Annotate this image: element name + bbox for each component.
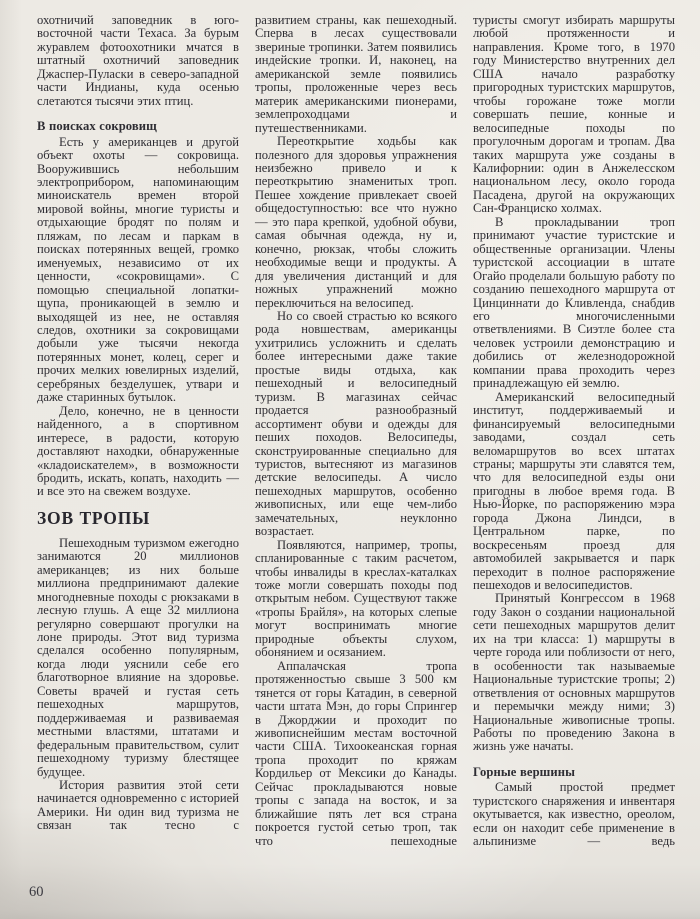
paragraph: развитием страны, как пешеходный. Сперва в лесах существовали звериные тропинки. Затем появились индейские тропки. И, наконец, на американской земле появились тропы, проложенные через весь материк американскими пионерами, землепроходцами и путешественниками.: [255, 13, 457, 135]
column-left: [37, 14, 239, 849]
paragraph: В прокладывании троп принимают участие туристские и общественные организации. Члены туристской ассоциации в штате Огайо проделали большую работу по созданию пешеходного маршрута от Цинциннати до Кливленда, снабдив его многочисленными ответвлениями. В Сиэтле более ста человек устроили демонстрацию и добились от железнодорожной компании права проходить через принадлежащую ей землю.: [473, 214, 675, 391]
paragraph: Есть у американцев и другой объект охоты — сокровища. Вооружившись небольшим электроприбором, напоминающим миноискатель времен второй мировой войны, многие туристы и отдыхающие бродят по полям и пляжам, по лесам и паркам в поисках потерянных вещей, громко именуемых, независимо от их ценности, «сокровищами». С помощью специальной лопатки-щупа, проникающей в землю и выходящей из нее, не оставляя следов, охотники за сокровищами добыли уже тысячи некогда потерянных монет, колец, серег и прочих мелких ювелирных изделий, серебряных безделушек, утвари и даже старинных бутылок.: [37, 134, 239, 405]
paragraph: Появляются, например, тропы, спланированные с таким расчетом, чтобы инвалиды в креслах-каталках тоже могли совершать походы под открытым небом. Существуют также «тропы Брайля», на которых слепые могут воспринимать многие природные объекты слухом, обонянием и осязанием.: [255, 537, 457, 660]
paragraph: охотничий заповедник в юго-восточной части Техаса. За бурым журавлем фотоохотники мчатся в штатный охотничий заповедник Джаспер-Пуласки в северо-западной части Индианы, куда осенью слетаются тысячи этих птиц.: [37, 13, 239, 108]
section-heading-mountain-peaks: Горные вершины: [473, 764, 576, 779]
paragraph: туристы смогут избирать маршруты любой протяженности и направления. Кроме того, в 1970 году Министерство внутренних дел США начало разработку пригородных туристских маршрутов, чтобы горожане тоже могли совершать пешие, конные и велосипедные походы по прогулочным дорогам и тропам. Два таких маршрута уже созданы в Калифорнии: один в Анжелесском национальном лесу, около города Пасадена, другой на окружающих Сан-Франциско холмах.: [473, 13, 675, 216]
paragraph: Самый простой предмет туристского снаряжения и инвентаря окутывается, как известно, ореолом, если он находит себе применение в альпинизме — ведь: [473, 780, 675, 849]
paragraph: История развития этой сети начинается одновременно с историей Америки. Ни один вид туризма не связан так тесно с: [37, 778, 239, 833]
article-title-call-of-the-trail: ЗОВ ТРОПЫ: [37, 507, 151, 528]
paragraph: Принятый Конгрессом в 1968 году Закон о создании национальной сети пешеходных маршрутов делит их на три класса: 1) маршруты в черте города или поблизости от него, в особенности так называемые Национальные туристские тропы; 2) ответвления от основных маршрутов и перемычки между ними; 3) Национальные живописные тропы. Работы по проведению Закона в жизнь уже начаты.: [473, 591, 675, 754]
page-number: 60: [29, 884, 44, 900]
section-heading-treasure-hunt: В поисках сокровищ: [37, 119, 157, 134]
paragraph: Переоткрытие ходьбы как полезного для здоровья упражнения неизбежно привело и к переоткрытию знаменитых троп. Пешее хождение привлекает своей общедоступностью: все что нужно — это пара крепкой, удобной обуви, самая обычная одежда, ну и, конечно, рюкзак, чтобы сложить необходимые вещи и продукты. А для увеличения дистанций и для ножных упражнений можно переключиться на велосипед.: [255, 134, 457, 310]
column-right: [473, 14, 675, 849]
paragraph: Дело, конечно, не в ценности найденного, а в спортивном интересе, в радости, которую доставляют находки, обнаруженные «кладоискателем», в возможности бродить, искать, копать, находить — и все это на свежем воздухе.: [37, 403, 239, 499]
paragraph: Американский велосипедный институт, поддерживаемый и финансируемый велосипедными заводами, создал сеть веломаршрутов во всех штатах страны; маршруты эти славятся тем, что для велосипедной езды они пригодны в любое время года. В Нью-Йорке, по распоряжению мэра города Джона Линдси, в Центральном парке, по воскресеньям проезд для автомобилей закрывается и парк переходит в полное распоряжение пешеходов и велосипедистов.: [473, 389, 675, 593]
paragraph: Пешеходным туризмом ежегодно занимаются 20 миллионов американцев; из них больше миллиона предпринимают далекие многодневные походы с рюкзаками в лесную глушь. А еще 32 миллиона регулярно совершают прогулки на лоне природы. Этот вид туризма сделался особенно популярным, когда люди уяснили себе его благотворное влияние на здоровье. Советы врачей и густая сеть пешеходных маршрутов, поддерживаемая и развиваемая местными властями, штатами и федеральным правительством, сулит пешеходному туризму блестящее будущее.: [37, 535, 239, 779]
paragraph: Аппалачская тропа протяженностью свыше 3 500 км тянется от горы Катадин, в северной части штата Мэн, до горы Спрингер в Джорджии и проходит по живописнейшим местам восточной части США. Тихоокеанская горная тропа проходит по кряжам Кордильер от Мексики до Канады. Сейчас прокладываются новые тропы с запада на восток, и за ближайшие пять лет вся страна покроется густой сетью троп, так что пешеходные: [255, 658, 457, 848]
paragraph: Но со своей страстью ко всякого рода новшествам, американцы ухитрились усложнить и сделать более интересными даже такие простые виды отдыха, как пешеходный и велосипедный туризм. В магазинах сейчас продается разнообразный ассортимент обуви и одежды для пеших походов. Велосипеды, сконструированные специально для туристов, вытесняют из магазинов детские велосипеды. А число пешеходных маршрутов, особенно живописных, или еще чем-либо замечательных, неуклонно возрастает.: [255, 308, 457, 539]
text-columns: [37, 14, 675, 849]
column-middle: [255, 14, 457, 849]
